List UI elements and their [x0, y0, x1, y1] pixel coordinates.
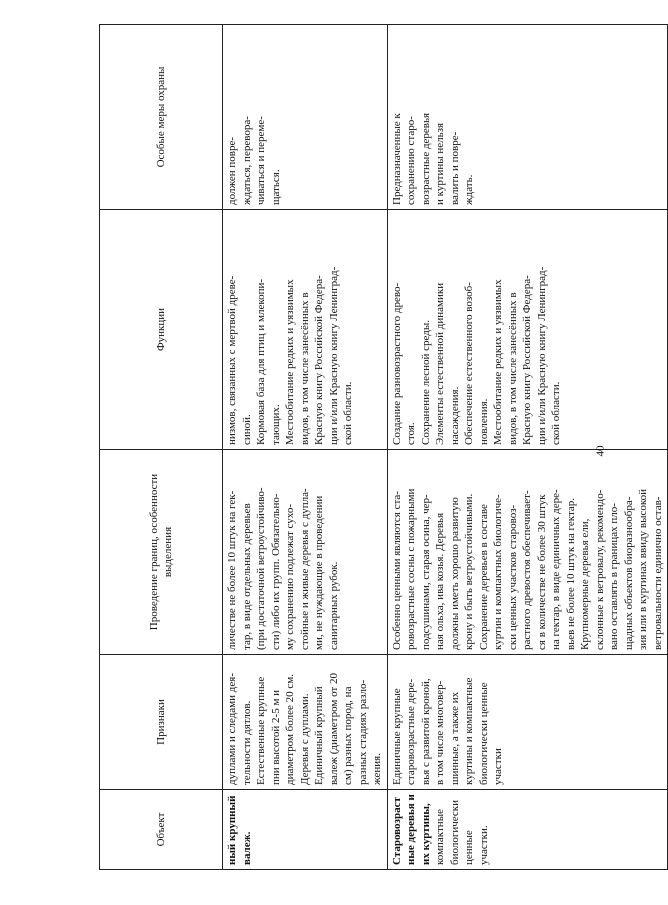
text-line: подсушинами, старая осина, чер- [419, 494, 432, 650]
text-line: на гектар, в виде единичных дере- [550, 489, 562, 650]
text-line: Единичный крупный [313, 686, 325, 785]
text-line: ся в количестве не более 30 штук [535, 494, 548, 650]
text-line: вано оставлять в границах пло- [608, 503, 620, 650]
text-line: крону и быть ветроустойчивыми. [463, 493, 475, 650]
text-line: Единичные крупные [390, 688, 403, 785]
text-line: личестве не более 10 штук на гек- [226, 490, 238, 650]
cell-boundaries [387, 450, 668, 655]
text-line: низмов, связанных с мертвой древе- [226, 275, 238, 445]
text-line: диаметром более 20 см. [284, 674, 296, 785]
text-line: ми, не нуждающие в проведении [313, 495, 325, 650]
cell-functions [223, 210, 388, 450]
text-line: пни высотой 2-5 м и [269, 689, 282, 785]
header-boundaries: Проведение границ, особенности выделения [100, 450, 223, 655]
text-line: Сохранение деревьев в составе [477, 504, 490, 650]
text-line: новления. [477, 398, 490, 445]
cell-boundaries [223, 450, 388, 655]
text-line: ная ольха, ива козья. Деревья [434, 512, 446, 650]
text-line: ждаться, перевора- [240, 116, 253, 205]
text-line: Кормовая база для птиц и млекопи- [255, 278, 267, 445]
text-line: участки [492, 748, 504, 785]
text-line: в том числе многовер- [434, 680, 446, 785]
text-line: должны иметь хорошо развитую [448, 497, 461, 650]
text-line: должен повре- [226, 136, 238, 205]
text-line: синой. [240, 414, 253, 445]
text-line: Деревья с дуплами. [298, 693, 311, 785]
text-line: вьев не более 10 штук на гектар. [564, 497, 577, 650]
page-number: 40 [594, 445, 607, 457]
text-line: дуплами и следами дея- [226, 673, 238, 785]
text-line: щаться. [269, 169, 282, 205]
text-line: ровозрастные сосны с пожарными [405, 488, 417, 650]
text-line: ции и/или Красную книгу Ленинград- [535, 266, 548, 445]
criteria-table [99, 24, 668, 870]
text-line: Естественные крупные [255, 676, 267, 785]
object-name-bold: ный крупный валеж. [226, 795, 253, 865]
text-line: сти) либо их групп. Обязательно- [269, 493, 282, 650]
text-line: Крупномерные деревья ели, [579, 518, 591, 650]
text-line: старовозрастные дере- [405, 678, 417, 785]
text-line: куртины и компактные [463, 677, 475, 785]
text-line: разных стадиях разло- [356, 679, 369, 785]
text-line: и куртины нельзя [434, 122, 446, 205]
text-line: Местообитание редких и уязвимых [492, 279, 504, 445]
text-line: ции и/или Красную книгу Ленинград- [327, 266, 340, 445]
cell-functions [387, 210, 668, 450]
text-line: шинные, а также их [448, 691, 461, 785]
text-line: вья с развитой кроной, [419, 678, 432, 785]
text-line: щадных объектов биоразнообра- [622, 496, 635, 650]
cell-measures [387, 25, 668, 210]
text-line: тающих. [269, 404, 282, 445]
text-line: му сохранению подлежат сухо- [284, 504, 296, 650]
text-line: Особенно ценными являются ста- [390, 491, 403, 650]
text-line: растного древостоя обеспечивает- [521, 490, 533, 650]
text-line: чиваться и переме- [255, 116, 267, 205]
text-line: Обеспечение естественного возоб- [463, 282, 475, 445]
text-line: возрастные деревья [419, 112, 432, 205]
text-line: ждать. [463, 174, 475, 205]
cell-features [387, 655, 668, 790]
text-line: стоя. [405, 422, 417, 445]
text-line: Элементы естественной динамики [434, 282, 446, 445]
text-line: зия или в куртинах ввиду высокой [637, 488, 649, 650]
text-line: Красную книгу Российской Федера- [313, 275, 325, 445]
text-line: Сохранение лесной среды. [419, 319, 432, 445]
object-name-rest: компактные биологически ценные участки. [434, 799, 490, 865]
text-line: насаждения. [448, 386, 461, 445]
cell-object [387, 790, 668, 870]
text-line: (при достаточной ветроустойчиво- [255, 487, 267, 650]
header-features: Признаки [100, 655, 223, 790]
text-line: куртин и компактных биологиче- [492, 494, 504, 650]
header-object: Объект [100, 790, 223, 870]
text-line: тар, в виде отдельных деревьев [240, 503, 253, 650]
text-line: ветровальности единично остав- [651, 496, 664, 650]
text-line: склонные к ветровалу, рекомендо- [593, 489, 606, 650]
header-row [100, 25, 223, 870]
text-line: видов, в том числе занесённых в [298, 292, 311, 445]
text-line: Красную книгу Российской Федера- [521, 275, 533, 445]
text-line: валить и повре- [448, 131, 461, 205]
text-line: ской области. [550, 381, 562, 445]
text-line: Местообитание редких и уязвимых [284, 279, 296, 445]
text-line: санитарных рубок. [327, 561, 340, 650]
text-line: Предназначенные к [390, 113, 403, 205]
text-line: тельности дятлов. [240, 700, 253, 785]
text-line: видов, в том числе занесённых в [506, 292, 519, 445]
cell-measures [223, 25, 388, 210]
text-line: биологически ценные [477, 682, 490, 785]
text-line: жения. [371, 753, 383, 785]
text-line: сохранению старо- [405, 116, 417, 205]
text-line: валеж (диаметром от 20 [327, 673, 340, 785]
cell-features [223, 655, 388, 790]
text-line: ской области. [342, 381, 354, 445]
text-line: ски ценных участков старовоз- [506, 504, 519, 650]
table-row [387, 25, 668, 870]
text-line: стойные и живые деревья с дупла- [298, 488, 311, 650]
object-name-bold: Старовозрастные деревья и их куртины, [390, 794, 432, 865]
table-row [223, 25, 388, 870]
header-measures: Особые меры охраны [100, 25, 223, 210]
header-functions: Функции [100, 210, 223, 450]
cell-object [223, 790, 388, 870]
text-line: см) разных пород, на [342, 686, 354, 785]
text-line: Создание разновозрастного древо- [390, 282, 403, 445]
